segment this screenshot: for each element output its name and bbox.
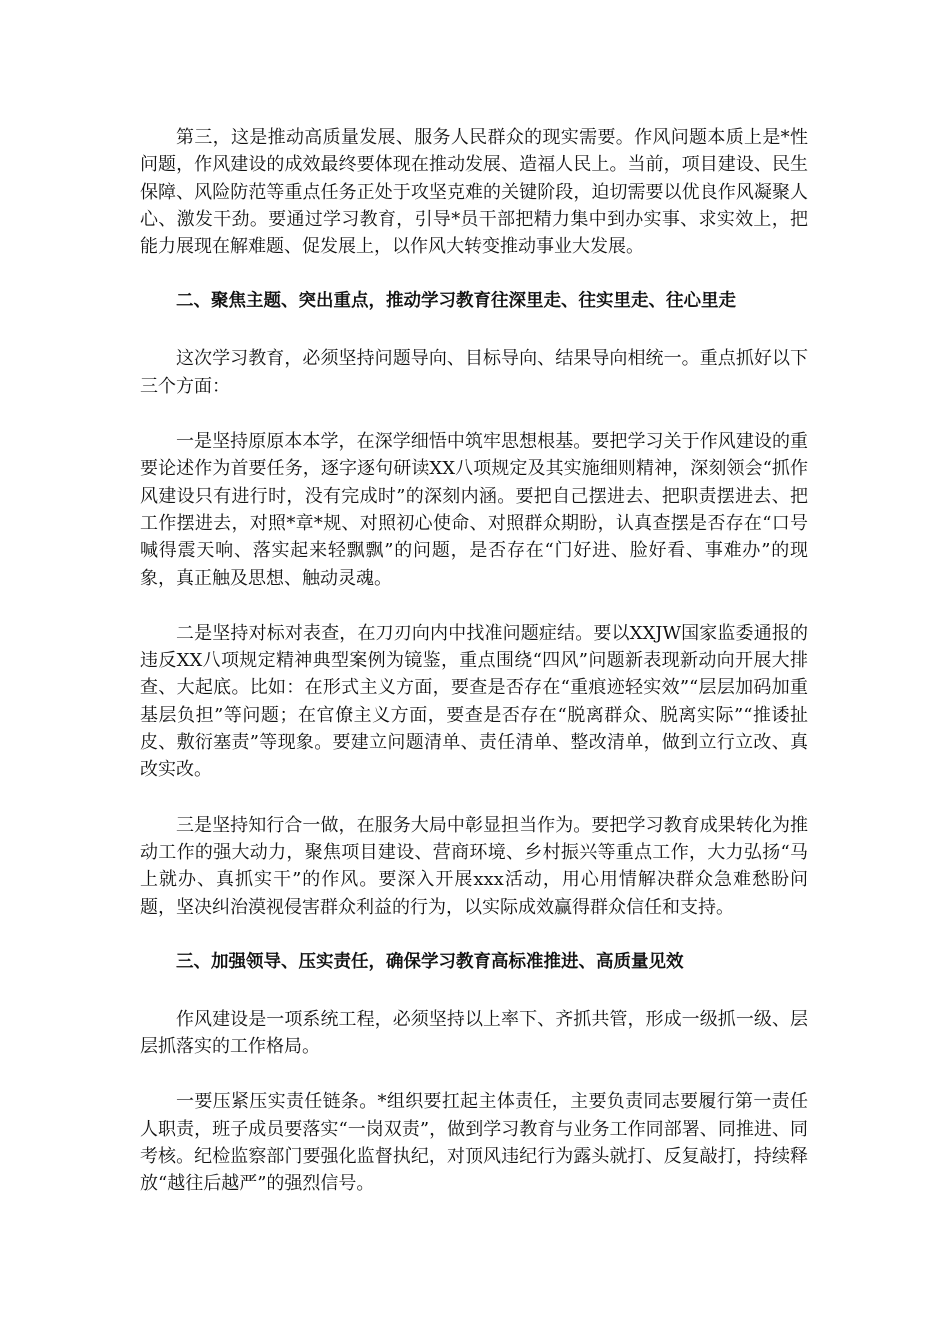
paragraph-section-3-intro: 作风建设是一项系统工程，必须坚持以上率下、齐抓共管，形成一级抓一级、层层抓落实的工作格局。 [140,1008,808,1058]
paragraph-point-3: 三是坚持知行合一做，在服务大局中彰显担当作为。要把学习教育成果转化为推动工作的强大动力，聚焦项目建设、营商环境、乡村振兴等重点工作，大力弘扬“马上就办、真抓实干”的作风。要深入开展xxx活动，用心用情解决群众急难愁盼问题，坚决纠治漠视侵害群众利益的行为，以实际成效赢得群众信任和支持。 [140,814,808,918]
paragraph-third-reason: 第三，这是推动高质量发展、服务人民群众的现实需要。作风问题本质上是*性问题，作风建设的成效最终要体现在推动发展、造福人民上。当前，项目建设、民生保障、风险防范等重点任务正处于攻坚克难的关键阶段，迫切需要以优良作风凝聚人心、激发干劲。要通过学习教育，引导*员干部把精力集中到办实事、求实效上，把能力展现在解难题、促发展上，以作风大转变推动事业大发展。 [140,127,808,258]
paragraph-point-2: 二是坚持对标对表查，在刀刃向内中找准问题症结。要以XXJW国家监委通报的违反XX八项规定精神典型案例为镜鉴，重点围绕“四风”问题新表现新动向开展大排查、大起底。比如：在形式主义方面，要查是否存在“重痕迹轻实效”“层层加码加重基层负担”等问题；在官僚主义方面，要查是否存在“脱离群众、脱离实际”“推诿扯皮、敷衍塞责”等现象。要建立问题清单、责任清单、整改清单，做到立行立改、真改实改。 [140,622,808,781]
section-heading-3: 三、加强领导、压实责任，确保学习教育高标准推进、高质量见效 [176,951,684,972]
paragraph-responsibility: 一要压紧压实责任链条。*组织要扛起主体责任，主要负责同志要履行第一责任人职责，班子成员要落实“一岗双责”，做到学习教育与业务工作同部署、同推进、同考核。纪检监察部门要强化监督执纪，对顶风违纪行为露头就打、反复敲打，持续释放“越往后越严”的强烈信号。 [140,1091,808,1195]
paragraph-point-1: 一是坚持原原本本学，在深学细悟中筑牢思想根基。要把学习关于作风建设的重要论述作为首要任务，逐字逐句研读XX八项规定及其实施细则精神，深刻领会“抓作风建设只有进行时，没有完成时”的深刻内涵。要把自己摆进去、把职责摆进去、把工作摆进去，对照*章*规、对照初心使命、对照群众期盼，认真查摆是否存在“口号喊得震天响、落实起来轻飘飘”的问题，是否存在“门好进、脸好看、事难办”的现象，真正触及思想、触动灵魂。 [140,431,808,589]
document-body [140,124,808,1226]
section-heading-2: 二、聚焦主题、突出重点，推动学习教育往深里走、往实里走、往心里走 [176,291,736,312]
paragraph-section-2-intro: 这次学习教育，必须坚持问题导向、目标导向、结果导向相统一。重点抓好以下三个方面： [140,348,808,397]
